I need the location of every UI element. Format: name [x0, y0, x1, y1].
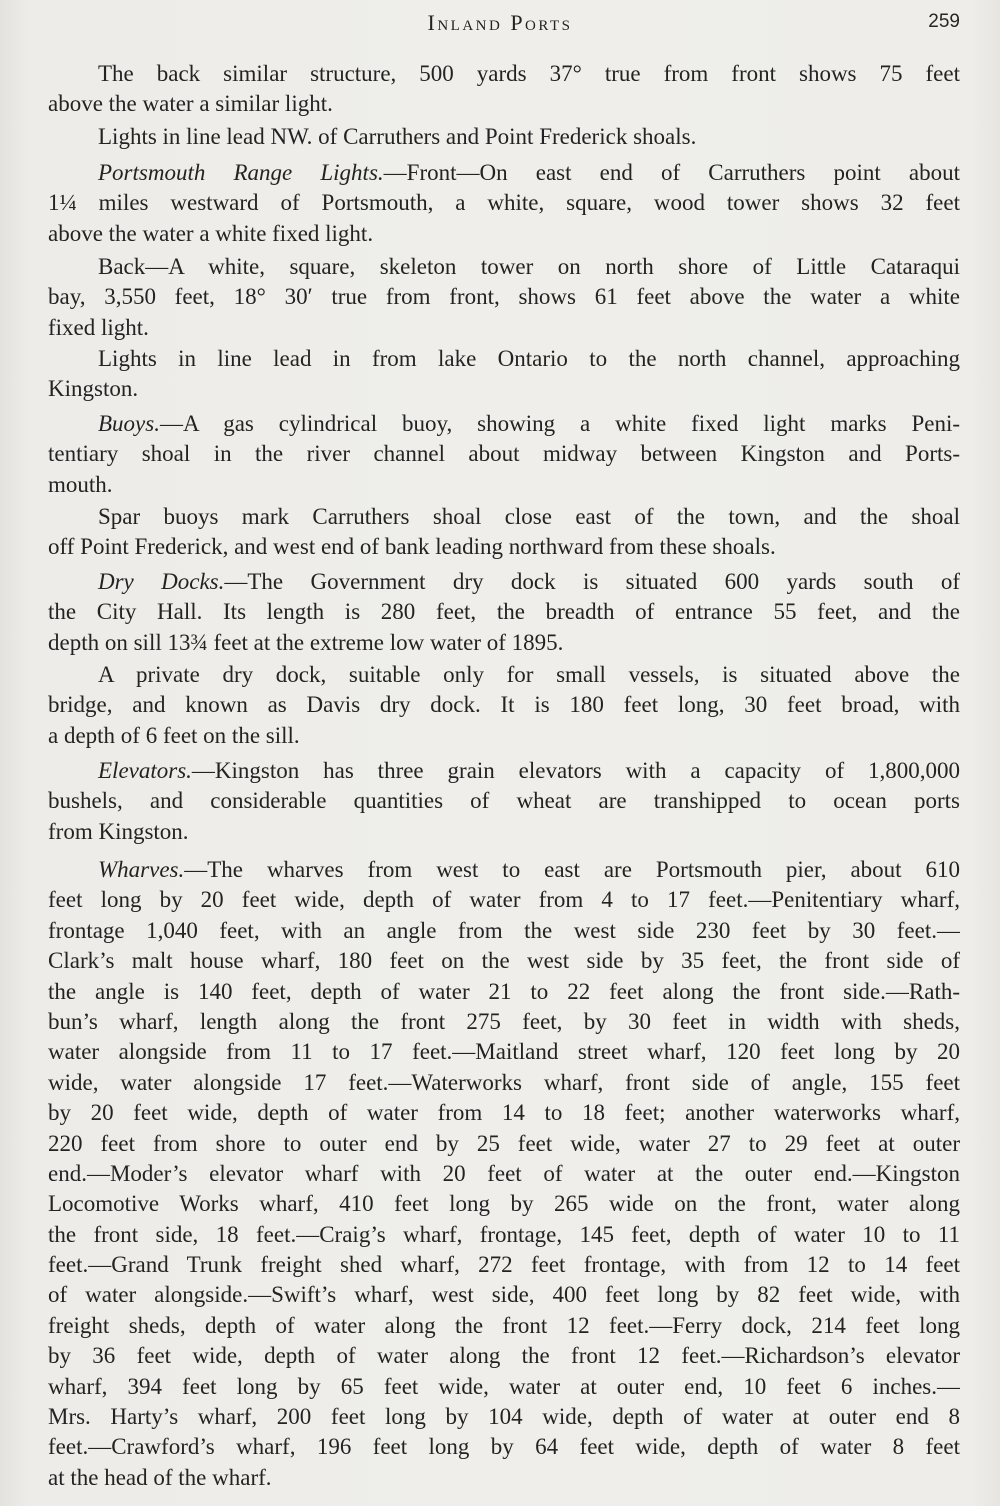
text-line: wide, water alongside 17 feet.—Waterworks wharf, front side of angle, 155 feet	[48, 1069, 960, 1095]
text-line: Spar buoys mark Carruthers shoal close east of the town, and the shoal	[98, 504, 960, 529]
text-line: Lights in line lead NW. of Carruthers and Point Frederick shoals.	[98, 124, 697, 149]
text-line: fixed light.	[48, 314, 149, 340]
text-line: Locomotive Works wharf, 410 feet long by 265 wide on the front, water along	[48, 1191, 960, 1217]
section-heading: Wharves.	[98, 857, 185, 882]
text-line: Clark’s malt house wharf, 180 feet on the west side by 35 feet, the front side of	[48, 948, 960, 974]
paragraph-portsmouth-range-lights	[48, 158, 960, 249]
text-line: feet.—Grand Trunk freight shed wharf, 272 feet frontage, with from 12 to 14 feet	[48, 1252, 960, 1278]
line-text: —Front—On east end of Carruthers point about	[383, 160, 960, 185]
text-line: mouth.	[48, 471, 113, 497]
text-line: bun’s wharf, length along the front 275 feet, by 30 feet in width with sheds,	[48, 1008, 960, 1034]
text-line: above the water a white fixed light.	[48, 220, 374, 246]
paragraph-dry-docks	[48, 567, 960, 658]
line-text: —A gas cylindrical buoy, showing a white fixed light marks Peni-	[159, 411, 960, 436]
text-line: frontage 1,040 feet, with an angle from the west side 230 feet by 30 feet.—	[48, 917, 960, 943]
text-line	[48, 756, 960, 786]
section-heading: Buoys.	[98, 411, 160, 436]
text-line: freight sheds, depth of water along the front 12 feet.—Ferry dock, 214 feet long	[48, 1312, 960, 1338]
text-line: the front side, 18 feet.—Craig’s wharf, frontage, 145 feet, depth of water 10 to 11	[48, 1221, 960, 1247]
line-text: —The wharves from west to east are Portsmouth pier, about 610	[184, 857, 960, 882]
text-line: tentiary shoal in the river channel about midway between Kingston and Ports-	[48, 441, 960, 467]
paragraph-spar-buoys	[48, 502, 960, 563]
text-line	[48, 409, 960, 439]
text-line: bay, 3,550 feet, 18° 30′ true from front, shows 61 feet above the water a white	[48, 284, 960, 310]
text-line: water alongside from 11 to 17 feet.—Maitland street wharf, 120 feet long by 20	[48, 1039, 960, 1065]
text-line: by 20 feet wide, depth of water from 14 to 18 feet; another waterworks wharf,	[48, 1100, 960, 1126]
text-line: Mrs. Harty’s wharf, 200 feet long by 104 wide, depth of water at outer end 8	[48, 1404, 960, 1430]
text-line: Lights in line lead in from lake Ontario to the north channel, approaching	[98, 346, 960, 371]
paragraph-elevators	[48, 756, 960, 847]
paragraph-wharves	[48, 855, 960, 1493]
text-line: wharf, 394 feet long by 65 feet wide, water at outer end, 10 feet 6 inches.—	[48, 1373, 960, 1399]
text-line: bridge, and known as Davis dry dock. It is 180 feet long, 30 feet broad, with	[48, 692, 960, 718]
section-heading: Elevators.	[98, 758, 192, 783]
paragraph-private-dry-dock	[48, 660, 960, 751]
page-number: 259	[928, 11, 960, 32]
paragraph-buoys	[48, 409, 960, 500]
text-line: Back—A white, square, skeleton tower on north shore of Little Cataraqui	[98, 254, 960, 279]
paragraph-lights-in-line	[48, 122, 960, 152]
paragraph-back-light	[48, 59, 960, 120]
line-text: —Kingston has three grain elevators with a capacity of 1,800,000	[191, 758, 960, 783]
running-title: Inland Ports	[427, 10, 573, 35]
text-line	[48, 567, 960, 597]
text-line: at the head of the wharf.	[48, 1464, 272, 1490]
section-heading: Dry Docks.	[98, 569, 225, 594]
text-line: end.—Moder’s elevator wharf with 20 feet of water at the outer end.—Kingston	[48, 1160, 960, 1186]
text-line: A private dry dock, suitable only for small vessels, is situated above the	[98, 662, 960, 687]
line-text: —The Government dry dock is situated 600 yards south of	[224, 569, 960, 594]
text-line	[48, 855, 960, 885]
paragraph-approach-kingston	[48, 344, 960, 405]
paragraph-back-tower	[48, 252, 960, 343]
section-heading: Portsmouth Range Lights.	[98, 160, 384, 185]
text-line: 220 feet from shore to outer end by 25 feet wide, water 27 to 29 feet at outer	[48, 1130, 960, 1156]
text-line: by 36 feet wide, depth of water along the front 12 feet.—Richardson’s elevator	[48, 1343, 960, 1369]
text-line: 1¼ miles westward of Portsmouth, a white, square, wood tower shows 32 feet	[48, 190, 960, 216]
text-line: the angle is 140 feet, depth of water 21 to 22 feet along the front side.—Rath-	[48, 978, 960, 1004]
text-line: The back similar structure, 500 yards 37° true from front shows 75 feet	[98, 61, 960, 86]
text-line: Kingston.	[48, 376, 139, 402]
text-line: the City Hall. Its length is 280 feet, the breadth of entrance 55 feet, and the	[48, 599, 960, 625]
text-line: depth on sill 13¾ feet at the extreme low water of 1895.	[48, 629, 564, 655]
text-line: feet.—Crawford’s wharf, 196 feet long by 64 feet wide, depth of water 8 feet	[48, 1434, 960, 1460]
text-line: above the water a similar light.	[48, 91, 333, 117]
text-line: a depth of 6 feet on the sill.	[48, 722, 300, 748]
text-line: of water alongside.—Swift’s wharf, west side, 400 feet long by 82 feet wide, with	[48, 1282, 960, 1308]
text-line: off Point Frederick, and west end of bank leading northward from these shoals.	[48, 534, 776, 560]
text-line: from Kingston.	[48, 818, 189, 844]
text-line: bushels, and considerable quantities of wheat are transhipped to ocean ports	[48, 788, 960, 814]
text-line: feet long by 20 feet wide, depth of water from 4 to 17 feet.—Penitentiary wharf,	[48, 887, 960, 913]
text-line	[48, 158, 960, 188]
